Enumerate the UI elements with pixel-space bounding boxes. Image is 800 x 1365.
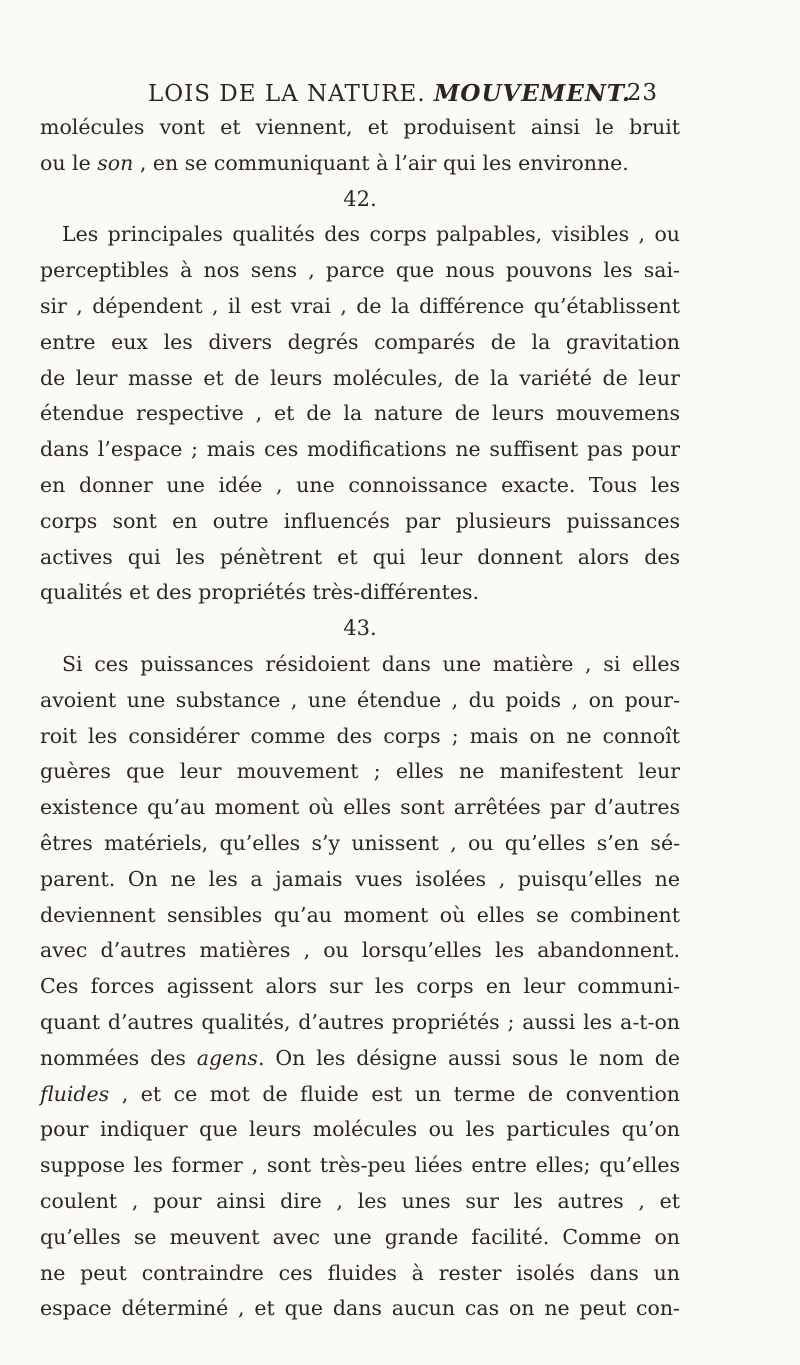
text-line: coulent , pour ainsi dire , les unes sur les autres , et — [40, 1188, 680, 1213]
body-text — [40, 110, 680, 1327]
text-line: sir , dépendent , il est vrai , de la différence qu’établissent — [40, 293, 680, 318]
text-line: ne peut contraindre ces fluides à rester isolés dans un — [40, 1260, 680, 1285]
running-title-prefix: LOIS DE LA NATURE. — [148, 81, 426, 107]
text-line: molécules vont et viennent, et produisent ainsi le bruit — [40, 115, 680, 139]
page-number: 23 — [626, 80, 658, 106]
text-line: avec d’autres matières , ou lorsqu’elles les abandonnent. — [40, 938, 680, 963]
text-line: avoient une substance , une étendue , du poids , on pour- — [40, 687, 680, 712]
text-line: espace déterminé , et que dans aucun cas on ne peut con- — [40, 1296, 680, 1321]
section-number: 43. — [343, 616, 377, 641]
running-title-section: MOUVEMENT. — [433, 80, 632, 107]
text-line: étendue respective , et de la nature de leurs mouvemens — [40, 401, 680, 426]
text-line: parent. On ne les a jamais vues isolées , puisqu’elles ne — [40, 866, 680, 891]
running-title — [148, 80, 631, 107]
text-line: entre eux les divers degrés comparés de la gravitation — [40, 329, 680, 354]
text-line: dans l’espace ; mais ces modifications ne suffisent pas pour — [40, 437, 680, 462]
text-line: de leur masse et de leurs molécules, de la variété de leur — [40, 365, 680, 390]
text-line: corps sont en outre influencés par plusieurs puissances — [40, 508, 680, 533]
text-line: quant d’autres qualités, d’autres propriétés ; aussi les a-t-on — [40, 1009, 680, 1034]
text-line: guères que leur mouvement ; elles ne manifestent leur — [40, 759, 680, 784]
text-line: Les principales qualités des corps palpables, visibles , ou — [62, 222, 680, 247]
section-number: 42. — [343, 186, 377, 211]
text-line: actives qui les pénètrent et qui leur donnent alors des — [40, 544, 680, 569]
text-line: qualités et des propriétés très-différentes. — [40, 580, 480, 605]
text-line: roit les considérer comme des corps ; mais on ne connoît — [40, 723, 680, 748]
text-line: Ces forces agissent alors sur les corps en leur communi- — [40, 974, 680, 999]
text-line: qu’elles se meuvent avec une grande facilité. Comme on — [40, 1224, 680, 1249]
text-line: existence qu’au moment où elles sont arrêtées par d’autres — [40, 795, 680, 820]
text-line: ou le son , en se communiquant à l’air qui les environne. — [40, 150, 629, 175]
text-line: Si ces puissances résidoient dans une matière , si elles — [62, 651, 680, 676]
text-line: en donner une idée , une connoissance exacte. Tous les — [40, 472, 680, 497]
text-line: deviennent sensibles qu’au moment où elles se combinent — [40, 902, 680, 927]
text-line: perceptibles à nos sens , parce que nous pouvons les sai- — [40, 258, 680, 283]
text-line: fluides , et ce mot de fluide est un terme de convention — [40, 1081, 680, 1106]
text-line: nommées des agens. On les désigne aussi sous le nom de — [40, 1045, 680, 1070]
text-line: pour indiquer que leurs molécules ou les particules qu’on — [40, 1117, 680, 1142]
running-header — [148, 80, 658, 114]
text-line: suppose les former , sont très-peu liées entre elles; qu’elles — [40, 1153, 680, 1178]
text-line: êtres matériels, qu’elles s’y unissent , ou qu’elles s’en sé- — [40, 830, 680, 855]
